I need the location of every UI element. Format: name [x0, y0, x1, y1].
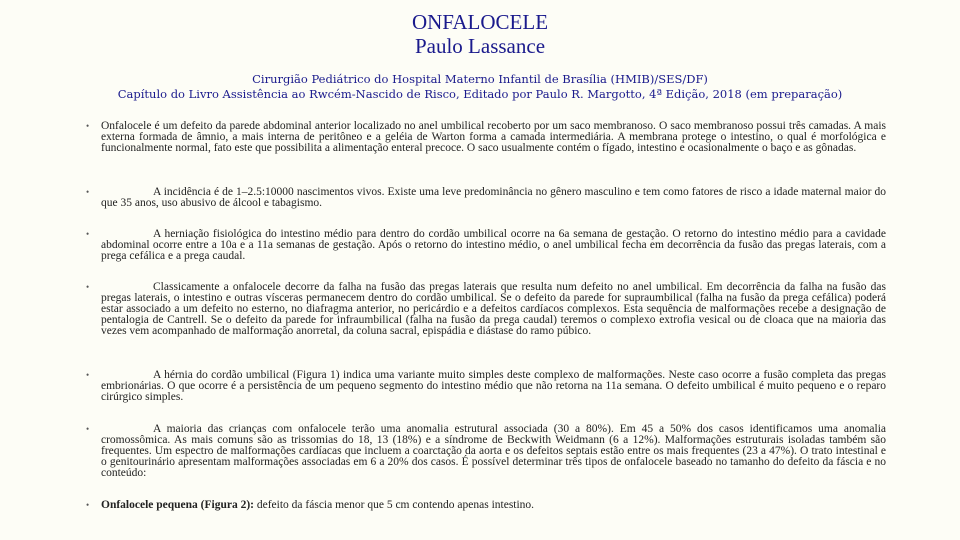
list-item [86, 229, 886, 262]
author-name: Paulo Lassance [414, 34, 546, 58]
bullet-icon: • [86, 500, 90, 510]
list-item-text: defeito da fáscia menor que 5 cm contendo apenas intestino. [254, 499, 535, 511]
list-item-text: A maioria das crianças com onfalocele terão uma anomalia estrutural associada (30 a 80%). Em 45 a 50% dos casos identificamos uma anomalia cromossômica. As mais comuns são as trissomias do 18, 13 (18%) e a síndrome de Beckwith Weidmann (6 a 12%). Malformações estruturais isoladas também são frequentes. Um espectro de malformações cardíacas que incluem a coarctação da aorta e os defeitos septais estão entre os mais frequentes (23 a 47%). O trato intestinal e o genitourinário apresentam malformações associadas em 6 a 20% dos casos. É possível determinar três tipos de onfalocele baseado no tamanho do defeito da fáscia e no conteúdo: [101, 423, 886, 479]
bullet-icon: • [86, 424, 90, 434]
bullet-icon: • [86, 370, 90, 380]
header [0, 10, 960, 102]
bullet-icon: • [86, 282, 90, 292]
source-info [0, 72, 960, 102]
list-item [86, 370, 886, 403]
list-item [86, 424, 886, 479]
list-item [86, 282, 886, 337]
list-item [86, 187, 886, 209]
list-item-text: A incidência é de 1–2.5:10000 nascimentos vivos. Existe uma leve predominância no gênero masculino e tem como fatores de risco a idade maternal maior do que 35 anos, uso abusivo de álcool e tabagismo. [101, 186, 886, 209]
list-item [86, 500, 886, 511]
list-item-text: A herniação fisiológica do intestino médio para dentro do cordão umbilical ocorre na 6a semana de gestação. O retorno do intestino médio para a cavidade abdominal ocorre entre a 10a e a 11a semanas de gestação. Após o retorno do intestino médio, o anel umbilical fecha em decorrência da fusão das pregas laterais, com a prega cefálica e a prega caudal. [101, 228, 886, 262]
bullet-icon: • [86, 187, 90, 197]
list-item [86, 121, 886, 154]
bullet-icon: • [86, 121, 90, 131]
page-title: ONFALOCELE [411, 10, 549, 34]
affiliation: Cirurgião Pediátrico do Hospital Materno Infantil de Brasília (HMIB)/SES/DF) [252, 72, 708, 86]
chapter-info: Capítulo do Livro Assistência ao Rwcém-Nascido de Risco, Editado por Paulo R. Margotto, 4ª Edição, 2018 (em preparação) [117, 87, 843, 101]
list-item-heading: Onfalocele pequena (Figura 2): [101, 499, 254, 511]
bullet-icon: • [86, 229, 90, 239]
list-item-text: Onfalocele é um defeito da parede abdominal anterior localizado no anel umbilical recoberto por um saco membranoso. O saco membranoso possui três camadas. A mais externa formada de âmnio, a mais interna de peritôneo e a geléia de Warton forma a camada intermediária. A membrana protege o intestino, o qual é morfológica e funcionalmente normal, fato este que possibilita a alimentação enteral precoce. O saco usualmente contém o fígado, intestino e ocasionalmente o baço e as gônadas. [101, 120, 886, 154]
list-item-text: A hérnia do cordão umbilical (Figura 1) indica uma variante muito simples deste complexo de malformações. Neste caso ocorre a fusão completa das pregas embrionárias. O que ocorre é a persistência de um pequeno segmento do intestino médio que não retorna na 11a semana. O defeito umbilical é muito pequeno e o reparo cirúrgico simples. [101, 369, 886, 403]
list-item-text: Classicamente a onfalocele decorre da falha na fusão das pregas laterais que resulta num defeito no anel umbilical. Em decorrência da falha na fusão das pregas laterais, o intestino e outras vísceras permanecem dentro do cordão umbilical. Se o defeito da parede for supraumbilical (falha na fusão da prega cefálica) poderá estar associado a um defeito no esterno, no diafragma anterior, no pericárdio e a defeitos cardíacos complexos. Esta sequência de malformações recebe a designação de pentalogia de Cantrell. Se o defeito da parede for infraumbilical (falha na fusão da prega caudal) teremos o complexo extrofia vesical ou de cloaca que na maioria das vezes vem acompanhado de malformação anorretal, da coluna sacral, epispádia e diástase do ramo púbico. [101, 281, 886, 337]
